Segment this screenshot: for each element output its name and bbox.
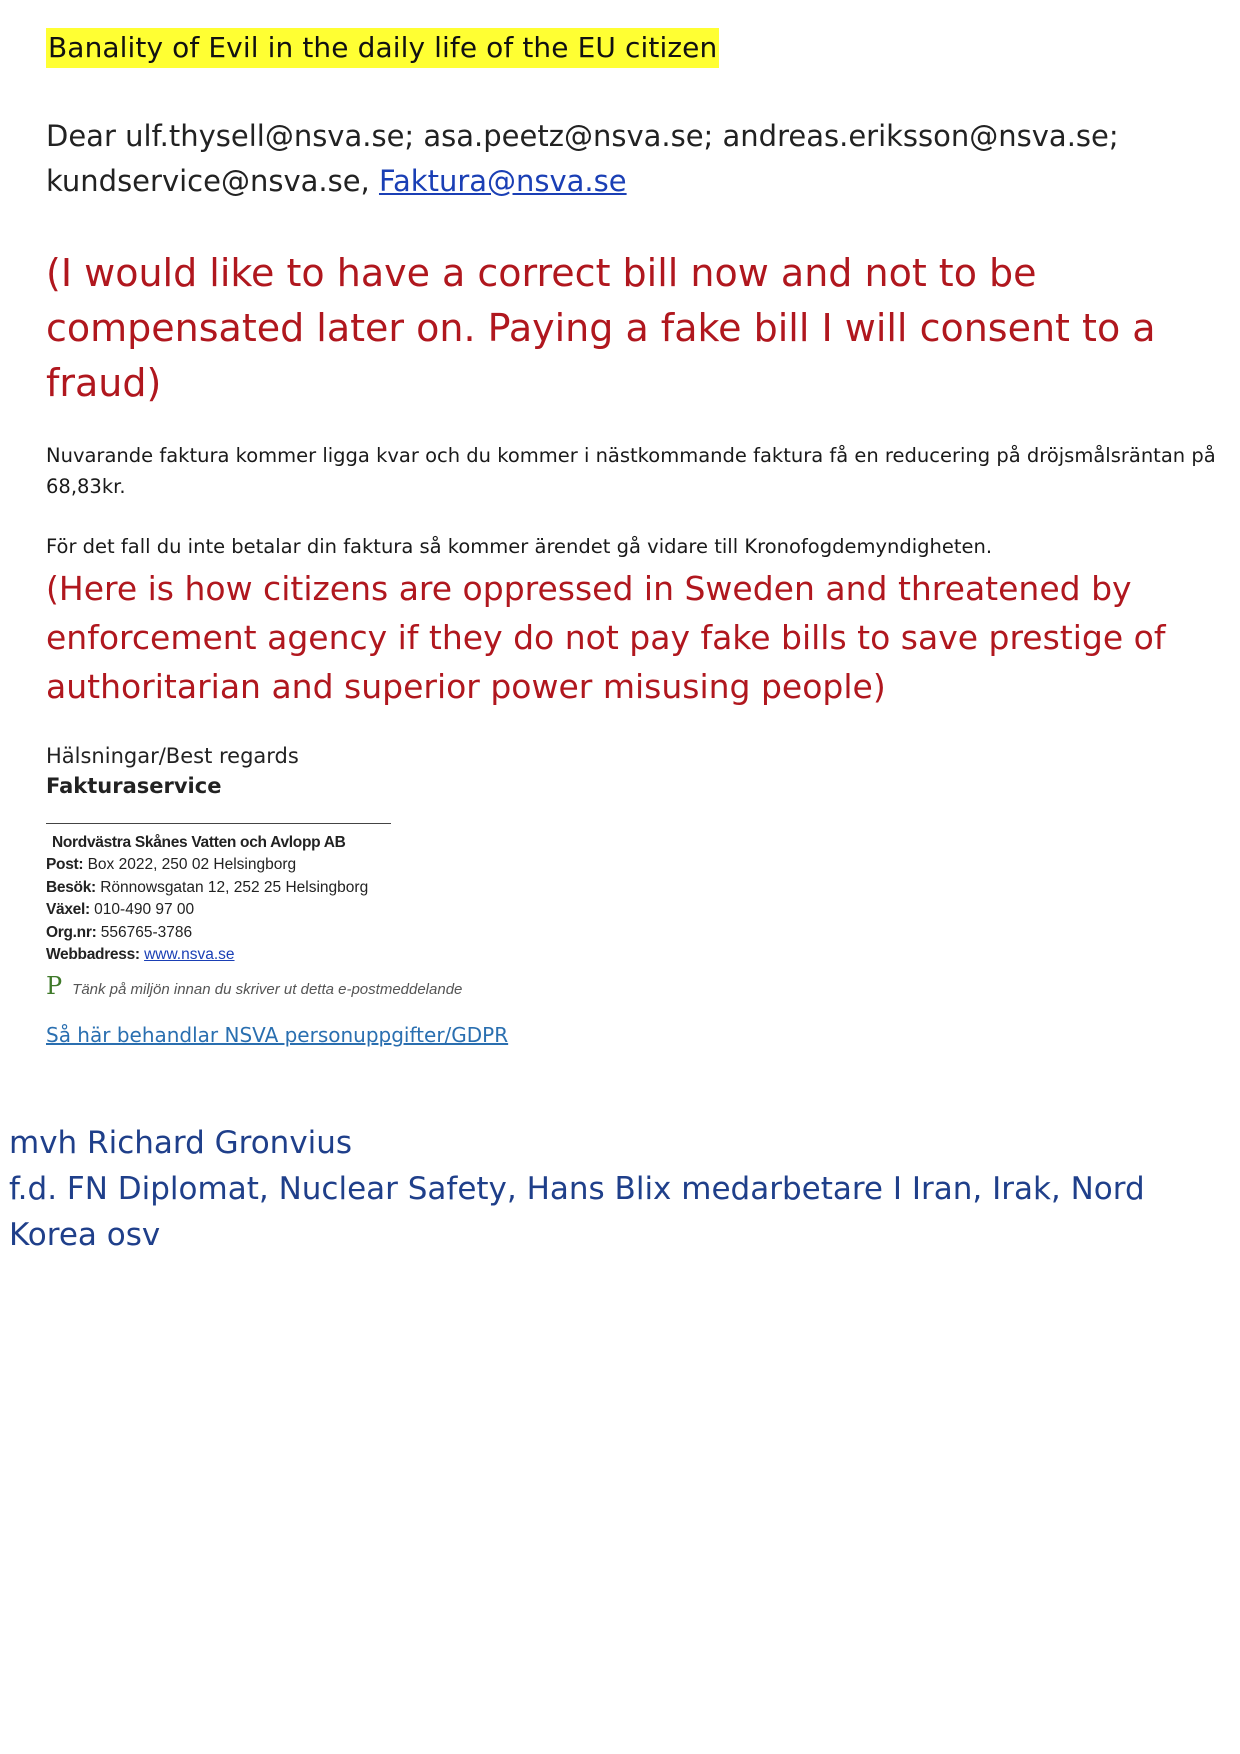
visit-address-row — [46, 877, 368, 899]
post-value: Box 2022, 250 02 Helsingborg — [83, 856, 297, 874]
phone-row — [46, 899, 368, 921]
email-signature — [46, 741, 299, 801]
sender-name: Fakturaservice — [46, 774, 222, 798]
eco-notice — [46, 972, 462, 1000]
recipients-text: Dear ulf.thysell@nsva.se; asa.peetz@nsva.se; andreas.eriksson@nsva.se; kundservice@nsva.se, — [46, 119, 1119, 198]
phone-label: Växel: — [46, 901, 90, 919]
closing-signature — [9, 1120, 1229, 1258]
faktura-email-link[interactable]: Faktura@nsva.se — [378, 164, 627, 198]
quoted-text-1: Nuvarande faktura kommer ligga kvar och du kommer i nästkommande faktura få en reducering på dröjsmålsräntan på 68,83kr. — [46, 444, 1216, 498]
author-comment-1: (I would like to have a correct bill now and not to be compensated later on. Paying a fake bill I will consent to a fraud) — [46, 251, 1156, 405]
recipients-line — [46, 114, 1196, 204]
post-address-row — [46, 854, 368, 876]
author-comment-2: (Here is how citizens are oppressed in Sweden and threatened by enforcement agency if they do not pay fake bills to save prestige of authoritarian and superior power misusing people) — [46, 569, 1166, 706]
quoted-text-2: För det fall du inte betalar din faktura så kommer ärendet gå vidare till Kronofogdemyndigheten. — [46, 535, 993, 558]
org-value: 556765-3786 — [96, 923, 193, 941]
org-number-row — [46, 922, 368, 944]
company-info — [46, 832, 368, 966]
post-label: Post: — [46, 856, 84, 874]
signature-divider — [46, 823, 391, 824]
greeting: Hälsningar/Best regards — [46, 744, 299, 768]
closing-line-2: f.d. FN Diplomat, Nuclear Safety, Hans Blix medarbetare I Iran, Irak, Nord Korea osv — [9, 1171, 1145, 1253]
gdpr-link[interactable]: Så här behandlar NSVA personuppgifter/GDPR — [46, 1023, 509, 1047]
document-title: Banality of Evil in the daily life of the EU citizen — [46, 28, 719, 68]
leaf-icon: P — [46, 972, 63, 1000]
visit-value: Rönnowsgatan 12, 252 25 Helsingborg — [95, 878, 369, 896]
website-link[interactable]: www.nsva.se — [144, 946, 235, 964]
closing-line-1: mvh Richard Gronvius — [9, 1125, 353, 1161]
org-label: Org.nr: — [46, 923, 97, 941]
web-label: Webbadress: — [46, 946, 140, 964]
eco-notice-text: Tänk på miljön innan du skriver ut detta e-postmeddelande — [72, 981, 463, 998]
phone-value: 010-490 97 00 — [89, 901, 195, 919]
web-row — [46, 944, 368, 966]
company-name: Nordvästra Skånes Vatten och Avlopp AB — [52, 834, 346, 851]
visit-label: Besök: — [46, 878, 96, 896]
